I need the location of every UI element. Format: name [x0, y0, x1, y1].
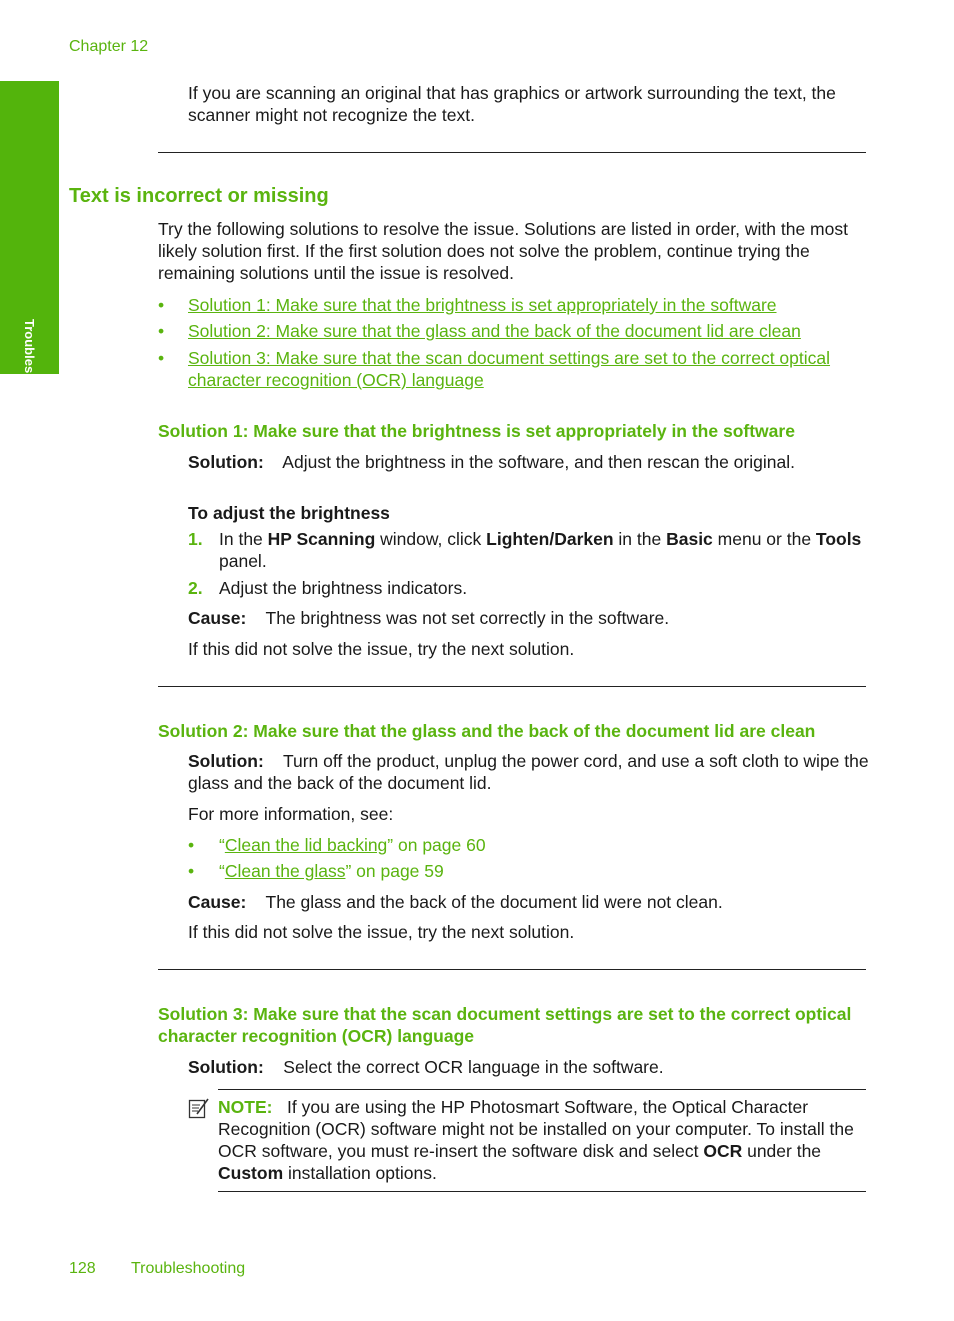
cause-text: Cause: The brightness was not set correctly in the software. [188, 608, 670, 628]
note-icon [188, 1097, 210, 1119]
footer-section: Troubleshooting [131, 1260, 246, 1277]
solution-3-link[interactable]: Solution 3: Make sure that the scan document settings are set to the correct optical character recognition (OCR) language [188, 348, 831, 390]
note-text: NOTE: If you are using the HP Photosmart Software, the Optical Character Recognition (OCR) software might not be installed on your computer. To install the OCR software, you must re-insert the software disk and select OCR under the Custom installation options. [218, 1097, 854, 1183]
note-top-rule [218, 1089, 866, 1090]
divider [158, 152, 866, 153]
next-solution-text: If this did not solve the issue, try the next solution. [188, 922, 575, 942]
note-bottom-rule [218, 1191, 866, 1192]
solution-3-title: Solution 3: Make sure that the scan document settings are set to the correct optical character recognition (OCR) language [158, 1004, 852, 1046]
solution-2-link[interactable]: Solution 2: Make sure that the glass and the back of the document lid are clean [188, 321, 801, 341]
clean-glass-link[interactable]: Clean the glass [224, 861, 346, 881]
bullet: • [188, 861, 195, 881]
section-title: Text is incorrect or missing [69, 185, 329, 207]
page-number: 128 [69, 1260, 96, 1277]
step-number: 1. [188, 529, 203, 549]
bullet: • [188, 835, 195, 855]
step-text: In the HP Scanning window, click Lighten/Darken in the Basic menu or the Tools panel. [219, 529, 862, 571]
bullet: • [158, 321, 165, 341]
solution-3-text: Solution: Select the correct OCR language in the software. [188, 1057, 664, 1077]
list-item: • “Clean the lid backing” on page 60 [188, 835, 486, 855]
list-item [158, 320, 866, 342]
side-tab-label: Troubleshooting [22, 319, 37, 421]
solution-1-title: Solution 1: Make sure that the brightness is set appropriately in the software [158, 421, 795, 441]
list-item [158, 347, 866, 391]
clean-lid-backing-link[interactable]: Clean the lid backing [224, 835, 388, 855]
step-text: Adjust the brightness indicators. [219, 578, 468, 598]
side-tab [0, 81, 59, 421]
procedure-step-1 [188, 528, 868, 572]
list-item [158, 294, 866, 316]
section-body: Try the following solutions to resolve the issue. Solutions are listed in order, with the most likely solution first. If the first solution does not solve the problem, continue trying the remaining solutions until the issue is resolved. [158, 219, 848, 283]
solution-1-text [188, 451, 878, 473]
solution-2-text: Solution: Turn off the product, unplug the power cord, and use a soft cloth to wipe the glass and the back of the document lid. [188, 751, 869, 793]
cause-text: Cause: The glass and the back of the document lid were not clean. [188, 892, 723, 912]
procedure-title: To adjust the brightness [188, 503, 390, 523]
chapter-label: Chapter 12 [69, 38, 149, 55]
solution-description: Adjust the brightness in the software, and then rescan the original. [282, 452, 795, 472]
step-number: 2. [188, 578, 203, 598]
bullet: • [158, 348, 165, 368]
list-item: • “Clean the glass” on page 59 [188, 861, 444, 881]
intro-paragraph: If you are scanning an original that has graphics or artwork surrounding the text, the scanner might not recognize the text. [188, 83, 836, 125]
divider [158, 969, 866, 970]
more-info-text: For more information, see: [188, 804, 394, 824]
procedure-step-2 [188, 577, 868, 599]
next-solution-text: If this did not solve the issue, try the next solution. [188, 639, 575, 659]
solution-1-link[interactable]: Solution 1: Make sure that the brightness is set appropriately in the software [188, 295, 777, 315]
solution-label: Solution: [188, 452, 264, 472]
divider [158, 686, 866, 687]
bullet: • [158, 295, 165, 315]
solution-2-title: Solution 2: Make sure that the glass and the back of the document lid are clean [158, 721, 816, 741]
note-label: NOTE: [218, 1097, 273, 1117]
